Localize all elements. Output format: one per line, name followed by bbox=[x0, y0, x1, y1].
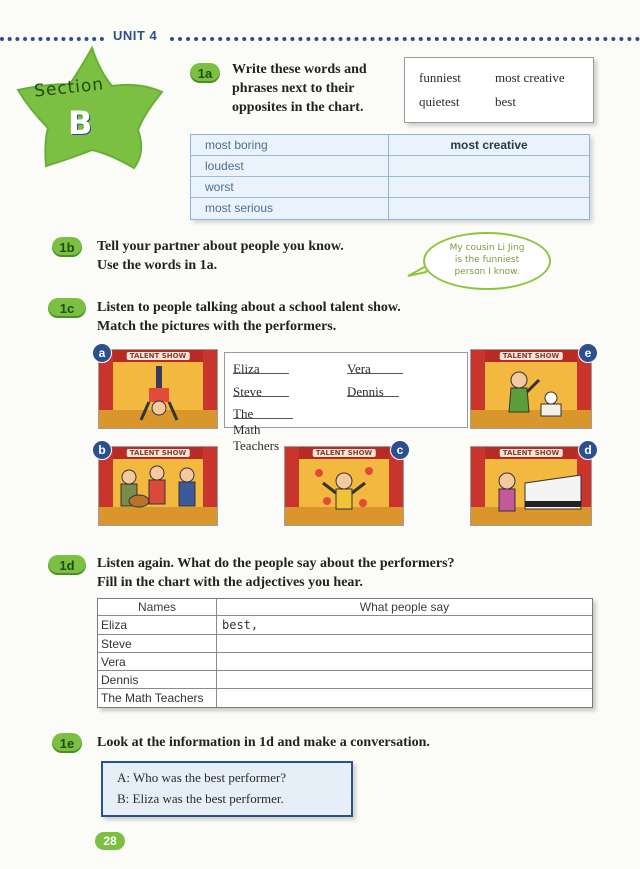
instruction-line: opposites in the chart. bbox=[232, 100, 364, 115]
talent-show-picture-b bbox=[98, 446, 218, 526]
instruction-line: Write these words and bbox=[232, 62, 367, 77]
exercise-1d-badge: 1d bbox=[48, 555, 86, 575]
stage-banner: TALENT SHOW bbox=[500, 352, 563, 360]
performer-name: The Math Teachers bbox=[233, 406, 280, 453]
exercise-1e-badge: 1e bbox=[52, 733, 82, 753]
chart-cell-left[interactable]: worst bbox=[205, 180, 234, 194]
page-number: 28 bbox=[95, 832, 125, 850]
chart-cell-left: most boring bbox=[205, 138, 268, 152]
opposites-chart bbox=[190, 134, 590, 220]
unit-title: UNIT 4 bbox=[113, 28, 158, 43]
pianist-figure-icon bbox=[485, 461, 585, 523]
stage-banner: TALENT SHOW bbox=[127, 449, 190, 457]
word-box bbox=[404, 57, 594, 123]
row-name: Eliza bbox=[101, 618, 128, 632]
teachers-band-icon bbox=[109, 461, 209, 523]
answer-blank[interactable] bbox=[347, 384, 399, 397]
bubble-line: My cousin Li Jing bbox=[449, 243, 525, 253]
instruction-line: Fill in the chart with the adjectives you hear. bbox=[97, 575, 363, 590]
chart-row bbox=[191, 198, 589, 218]
chart-cell-left[interactable]: loudest bbox=[205, 159, 244, 173]
conversation-line-a: A: Who was the best performer? bbox=[117, 770, 287, 785]
instruction-line: Listen to people talking about a school talent show. bbox=[97, 300, 401, 315]
performer-name: Steve bbox=[233, 384, 262, 399]
row-name: Dennis bbox=[101, 673, 139, 687]
word-item: best bbox=[495, 94, 516, 109]
instruction-line: Tell your partner about people you know. bbox=[97, 239, 344, 254]
answer-blank[interactable] bbox=[233, 361, 289, 374]
exercise-1a-instruction bbox=[232, 60, 367, 117]
juggler-figure-icon bbox=[309, 461, 379, 523]
chart-cell-left[interactable]: most serious bbox=[205, 201, 274, 215]
stage-banner: TALENT SHOW bbox=[127, 352, 190, 360]
header-names: Names bbox=[137, 600, 176, 614]
instruction-line: Listen again. What do the people say about the performers? bbox=[97, 556, 455, 571]
picture-label-d: d bbox=[578, 440, 598, 460]
picture-label-b: b bbox=[92, 440, 112, 460]
conversation-line-b: B: Eliza was the best performer. bbox=[117, 791, 284, 806]
performer-name: Dennis bbox=[347, 384, 384, 399]
bubble-line: person I know. bbox=[454, 267, 520, 277]
talent-show-picture-a bbox=[98, 349, 218, 429]
performer-name: Vera bbox=[347, 361, 371, 376]
exercise-1b-instruction bbox=[97, 237, 344, 275]
instruction-line: Use the words in 1a. bbox=[97, 258, 218, 273]
row-name: Steve bbox=[101, 637, 132, 651]
word-item: most creative bbox=[495, 70, 565, 85]
talent-show-picture-c bbox=[284, 446, 404, 526]
talent-show-picture-e bbox=[470, 349, 592, 429]
word-item: quietest bbox=[419, 94, 460, 109]
chart-divider bbox=[388, 135, 389, 219]
instruction-line: phrases next to their bbox=[232, 81, 355, 96]
adjectives-chart bbox=[97, 598, 593, 708]
stage-banner: TALENT SHOW bbox=[313, 449, 376, 457]
exercise-1d-instruction bbox=[97, 554, 455, 592]
header-dots-right bbox=[170, 37, 640, 41]
instruction-line: Match the pictures with the performers. bbox=[97, 319, 337, 334]
chart-row bbox=[191, 156, 589, 177]
section-letter: B bbox=[68, 104, 93, 142]
speech-bubble bbox=[423, 232, 551, 290]
row-name: Vera bbox=[101, 655, 126, 669]
picture-label-e: e bbox=[578, 343, 598, 363]
header-dots-left bbox=[0, 37, 104, 41]
talent-show-picture-d bbox=[470, 446, 592, 526]
magician-figure-icon bbox=[497, 366, 567, 426]
bubble-line: is the funniest bbox=[454, 255, 520, 265]
answer-blank[interactable] bbox=[233, 406, 293, 419]
header-what-people-say: What people say bbox=[359, 600, 450, 614]
answer-blank[interactable] bbox=[233, 384, 289, 397]
performer-name: Eliza bbox=[233, 361, 260, 376]
section-word: Section bbox=[33, 74, 106, 102]
answer-blank[interactable] bbox=[347, 361, 403, 374]
exercise-1e-instruction: Look at the information in 1d and make a conversation. bbox=[97, 735, 430, 750]
picture-label-a: a bbox=[92, 343, 112, 363]
row-name: The Math Teachers bbox=[101, 691, 204, 705]
exercise-1c-badge: 1c bbox=[48, 298, 86, 318]
word-item: funniest bbox=[419, 70, 461, 85]
exercise-1a-badge: 1a bbox=[190, 63, 220, 83]
chart-row bbox=[191, 177, 589, 198]
row-say[interactable]: best, bbox=[222, 618, 259, 632]
stage-banner: TALENT SHOW bbox=[500, 449, 563, 457]
exercise-1c-instruction bbox=[97, 298, 401, 336]
picture-label-c: c bbox=[390, 440, 410, 460]
conversation-box bbox=[101, 761, 353, 817]
exercise-1b-badge: 1b bbox=[52, 237, 82, 257]
acrobat-figure-icon bbox=[139, 364, 179, 424]
chart-cell-right: most creative bbox=[450, 138, 528, 152]
chart-row bbox=[191, 135, 589, 156]
